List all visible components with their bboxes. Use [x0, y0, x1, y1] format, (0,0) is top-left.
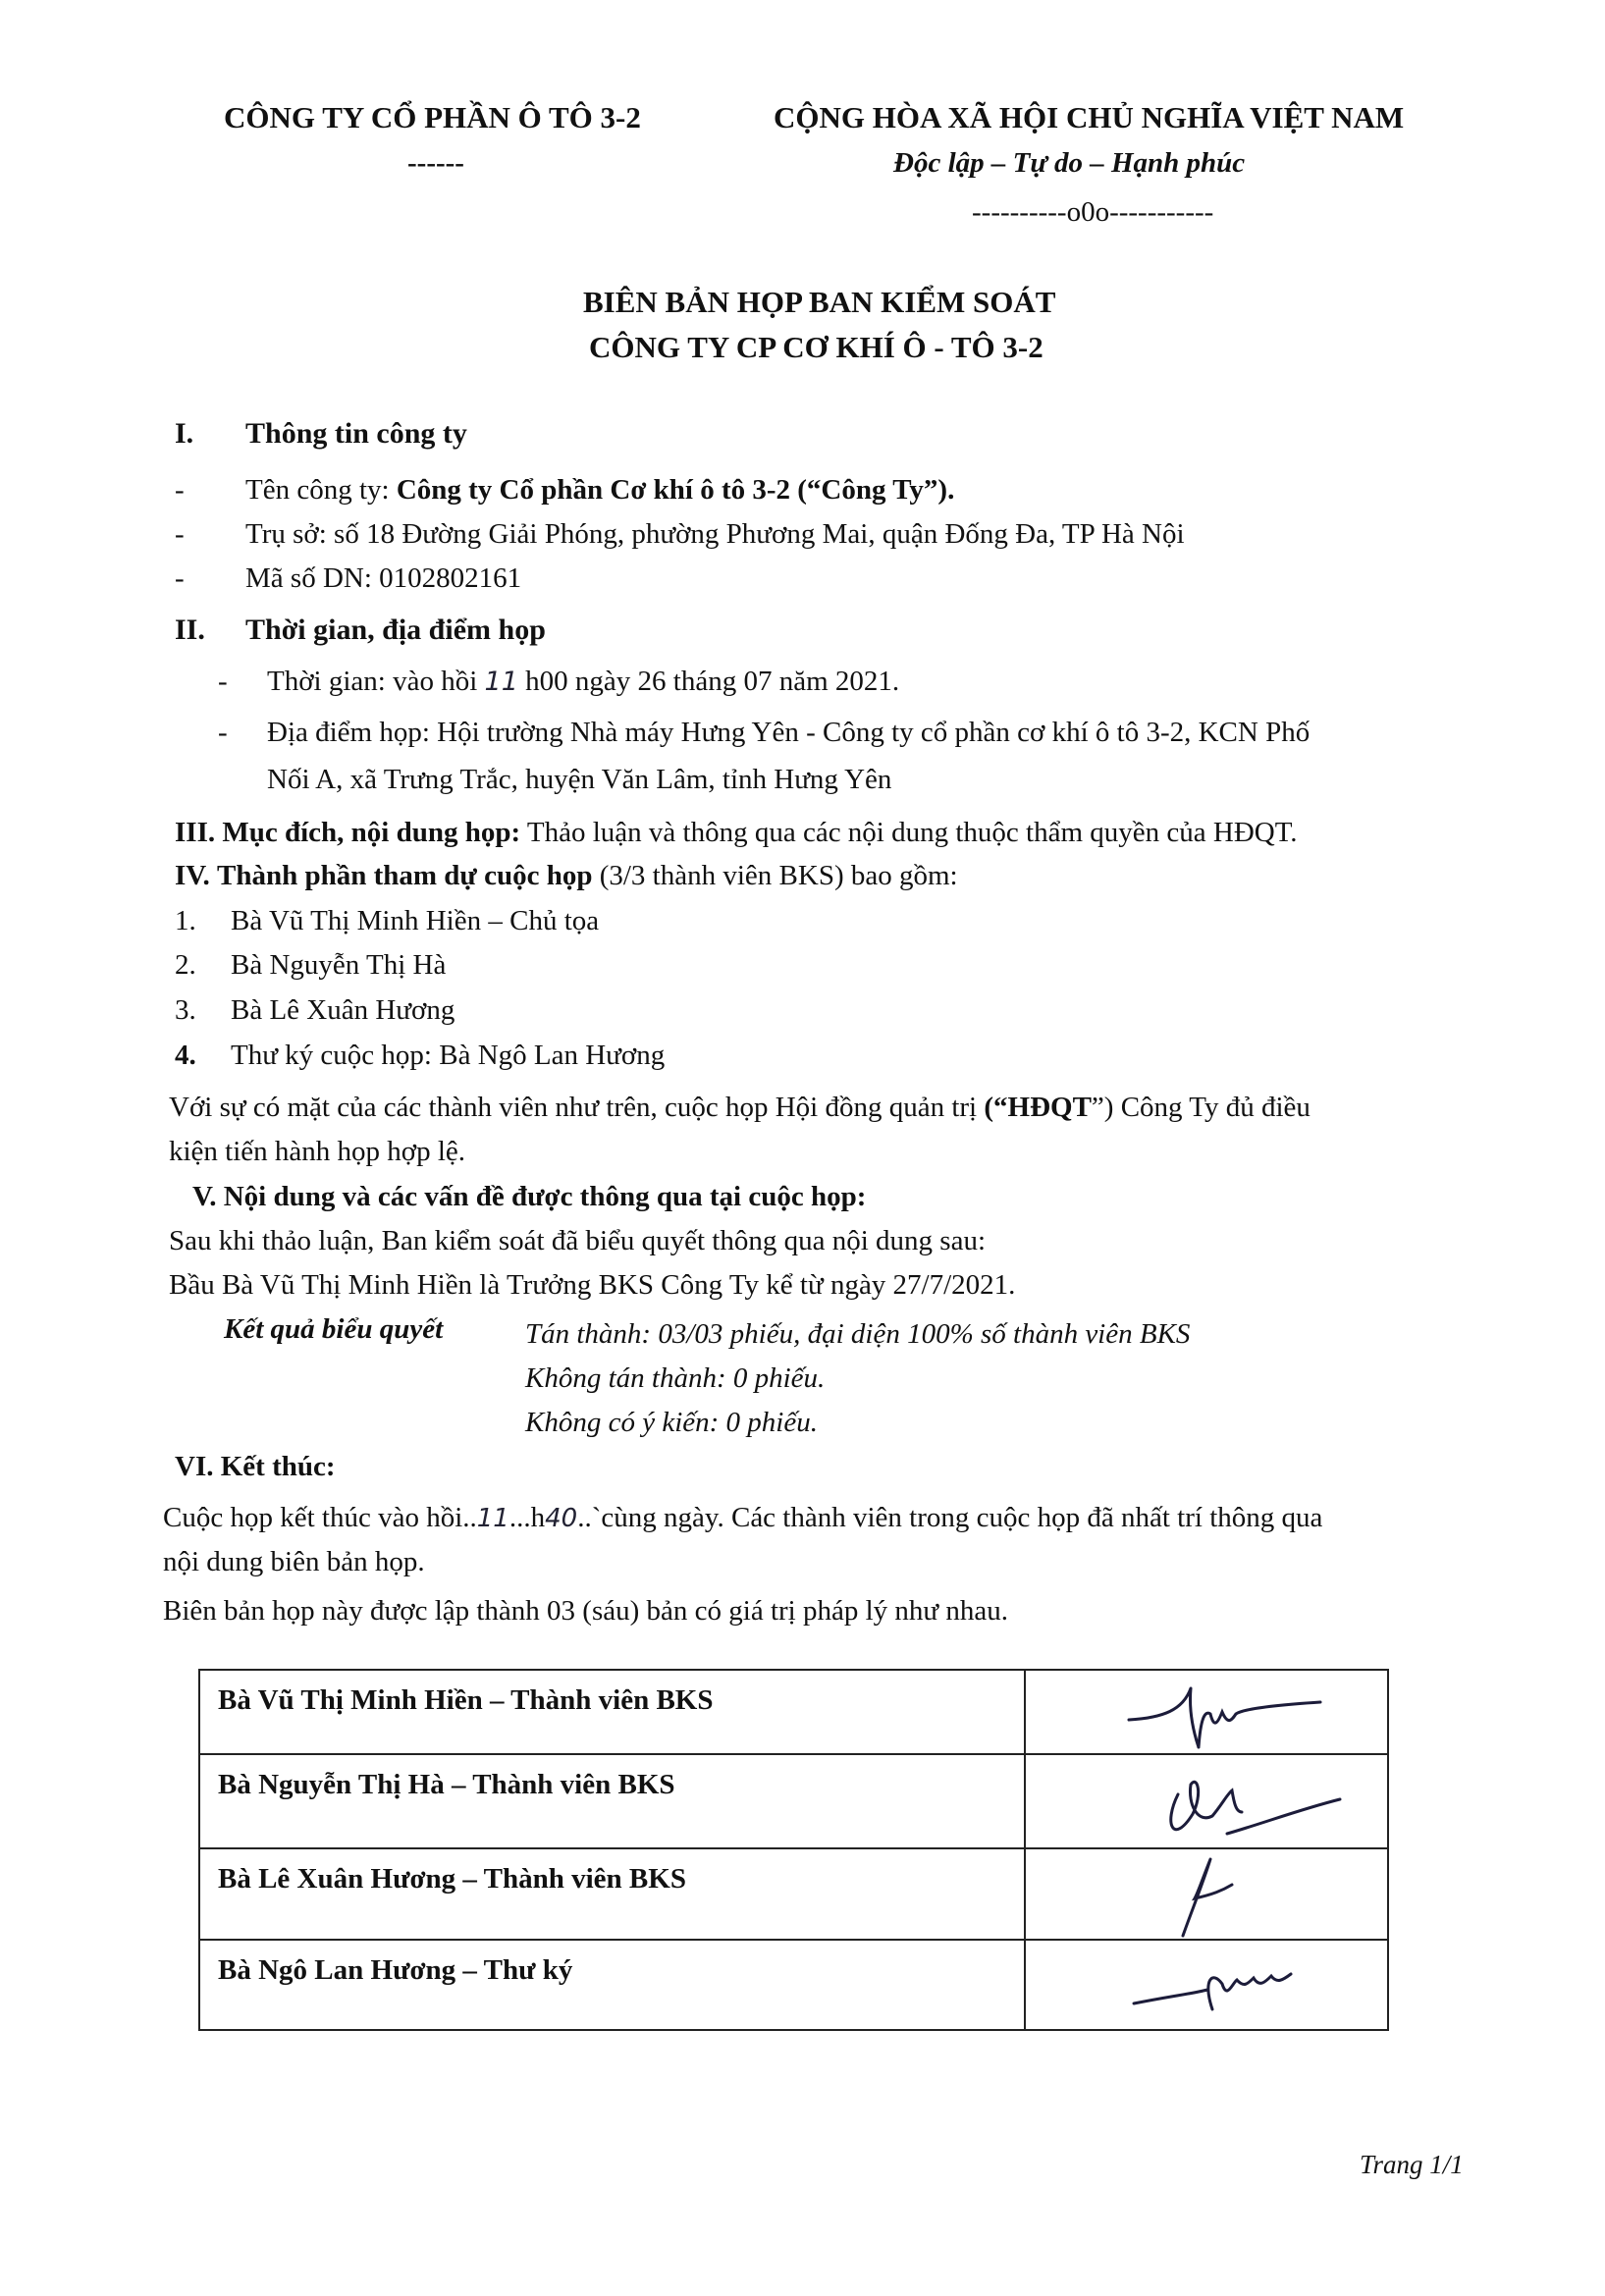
ending-text: Cuộc họp kết thúc vào hồi..: [163, 1502, 477, 1533]
company-name-value: Công ty Cổ phần Cơ khí ô tô 3-2 (“Công Ty”).: [396, 474, 955, 506]
quorum-text: Với sự có mặt của các thành viên như trên, cuộc họp Hội đồng quản trị: [169, 1092, 985, 1123]
section4-note: (3/3 thành viên BKS) bao gồm:: [592, 860, 958, 891]
motto-divider: ----------o0o-----------: [972, 196, 1214, 228]
section4-number: IV.: [175, 860, 210, 891]
section2-heading: Thời gian, địa điểm họp: [245, 614, 546, 646]
section1-number: I.: [175, 417, 194, 450]
resolution-line: Bầu Bà Vũ Thị Minh Hiền là Trưởng BKS Công Ty kể từ ngày 27/7/2021.: [169, 1269, 1016, 1301]
company-dashes: ------: [407, 147, 464, 179]
member-name: Bà Nguyễn Thị Hà: [231, 949, 447, 981]
section6-number: VI.: [175, 1451, 214, 1482]
signature-row: [199, 1670, 1388, 1754]
signer-name: Bà Nguyễn Thị Hà – Thành viên BKS: [199, 1754, 1025, 1848]
handwritten-hour: 11: [484, 667, 518, 697]
handwritten-end-hour: 11: [476, 1504, 509, 1533]
member-number: 2.: [175, 949, 196, 981]
meeting-time-prefix: Thời gian: vào hồi: [267, 666, 485, 697]
vote-label: Kết quả biểu quyết: [224, 1313, 444, 1345]
vote-abstain: Không có ý kiến: 0 phiếu.: [525, 1407, 818, 1438]
bullet: -: [175, 518, 185, 550]
section3-number: III.: [175, 817, 216, 848]
signature-cell: [1025, 1940, 1388, 2030]
bullet: -: [218, 666, 228, 697]
signature-cell: [1025, 1670, 1388, 1754]
section5-heading: Nội dung và các vấn đề được thông qua tại cuộc họp:: [223, 1181, 867, 1212]
meeting-time-line: [267, 666, 899, 698]
country-name: CỘNG HÒA XÃ HỘI CHỦ NGHĨA VIỆT NAM: [774, 100, 1405, 134]
section4-heading: Thành phần tham dự cuộc họp: [217, 860, 593, 891]
section5-line: [192, 1181, 866, 1213]
member-number: 3.: [175, 994, 196, 1026]
section3-line: [175, 817, 1298, 849]
meeting-place-line1: Địa điểm họp: Hội trường Nhà máy Hưng Yên - Công ty cổ phần cơ khí ô tô 3-2, KCN Phố: [267, 717, 1311, 748]
section1-heading: Thông tin công ty: [245, 417, 467, 450]
section4-line: [175, 860, 958, 892]
signature-hien: [1026, 1671, 1394, 1755]
ending-line1: [163, 1502, 1322, 1534]
ending-h: ...h: [508, 1502, 546, 1533]
headquarters-line: Trụ sở: số 18 Đường Giải Phóng, phường Phương Mai, quận Đống Đa, TP Hà Nội: [245, 518, 1185, 550]
meeting-place-line2: Nối A, xã Trưng Trắc, huyện Văn Lâm, tỉnh Hưng Yên: [267, 764, 892, 795]
secretary-number: 4.: [175, 1040, 196, 1071]
quorum-line1: [169, 1092, 1311, 1124]
quorum-text-end: ”) Công Ty đủ điều: [1091, 1092, 1311, 1123]
document-title-line2: CÔNG TY CP CƠ KHÍ Ô - TÔ 3-2: [589, 330, 1043, 364]
vote-reject: Không tán thành: 0 phiếu.: [525, 1362, 826, 1394]
ending-line2: nội dung biên bản họp.: [163, 1546, 425, 1577]
section2-number: II.: [175, 614, 205, 646]
bullet: -: [175, 474, 185, 506]
signature-cell: [1025, 1848, 1388, 1940]
secretary-line: Thư ký cuộc họp: Bà Ngô Lan Hương: [231, 1040, 666, 1071]
ending-text-end: ..`cùng ngày. Các thành viên trong cuộc họp đã nhất trí thông qua: [577, 1502, 1323, 1533]
quorum-line2: kiện tiến hành họp hợp lệ.: [169, 1136, 466, 1167]
section5-intro: Sau khi thảo luận, Ban kiểm soát đã biểu quyết thông qua nội dung sau:: [169, 1225, 987, 1256]
section5-number: V.: [192, 1181, 217, 1212]
section3-heading: Mục đích, nội dung họp:: [222, 817, 521, 848]
section6-line: [175, 1451, 336, 1483]
company-name-line: [245, 474, 954, 507]
signature-row: [199, 1848, 1388, 1940]
section3-text: Thảo luận và thông qua các nội dung thuộc thẩm quyền của HĐQT.: [520, 817, 1298, 848]
signer-name: Bà Ngô Lan Hương – Thư ký: [199, 1940, 1025, 2030]
signer-name: Bà Lê Xuân Hương – Thành viên BKS: [199, 1848, 1025, 1940]
company-name-label: Tên công ty:: [245, 474, 397, 506]
quorum-abbr: (“HĐQT: [984, 1092, 1092, 1123]
meeting-time-suffix: h00 ngày 26 tháng 07 năm 2021.: [517, 666, 900, 697]
signature-table: [198, 1669, 1389, 2031]
section6-heading: Kết thúc:: [220, 1451, 336, 1482]
signature-row: [199, 1940, 1388, 2030]
bullet: -: [175, 562, 185, 594]
signature-row: [199, 1754, 1388, 1848]
business-code-line: Mã số DN: 0102802161: [245, 562, 522, 594]
motto: Độc lập – Tự do – Hạnh phúc: [893, 147, 1246, 179]
vote-approve: Tán thành: 03/03 phiếu, đại diện 100% số thành viên BKS: [525, 1318, 1191, 1350]
signer-name: Bà Vũ Thị Minh Hiền – Thành viên BKS: [199, 1670, 1025, 1754]
signature-ha: [1026, 1755, 1394, 1849]
bullet: -: [218, 717, 228, 748]
signature-cell: [1025, 1754, 1388, 1848]
member-number: 1.: [175, 905, 196, 936]
handwritten-end-minute: 40: [545, 1504, 578, 1533]
signature-huong: [1026, 1849, 1394, 1941]
document-title-line1: BIÊN BẢN HỌP BAN KIỂM SOÁT: [583, 285, 1056, 319]
copies-line: Biên bản họp này được lập thành 03 (sáu) bản có giá trị pháp lý như nhau.: [163, 1595, 1008, 1627]
page-number: Trang 1/1: [1360, 2150, 1464, 2179]
signature-lan-huong: [1026, 1941, 1394, 2031]
member-name: Bà Vũ Thị Minh Hiền – Chủ tọa: [231, 905, 600, 936]
company-name: CÔNG TY CỔ PHẦN Ô TÔ 3-2: [224, 100, 641, 134]
member-name: Bà Lê Xuân Hương: [231, 994, 455, 1026]
